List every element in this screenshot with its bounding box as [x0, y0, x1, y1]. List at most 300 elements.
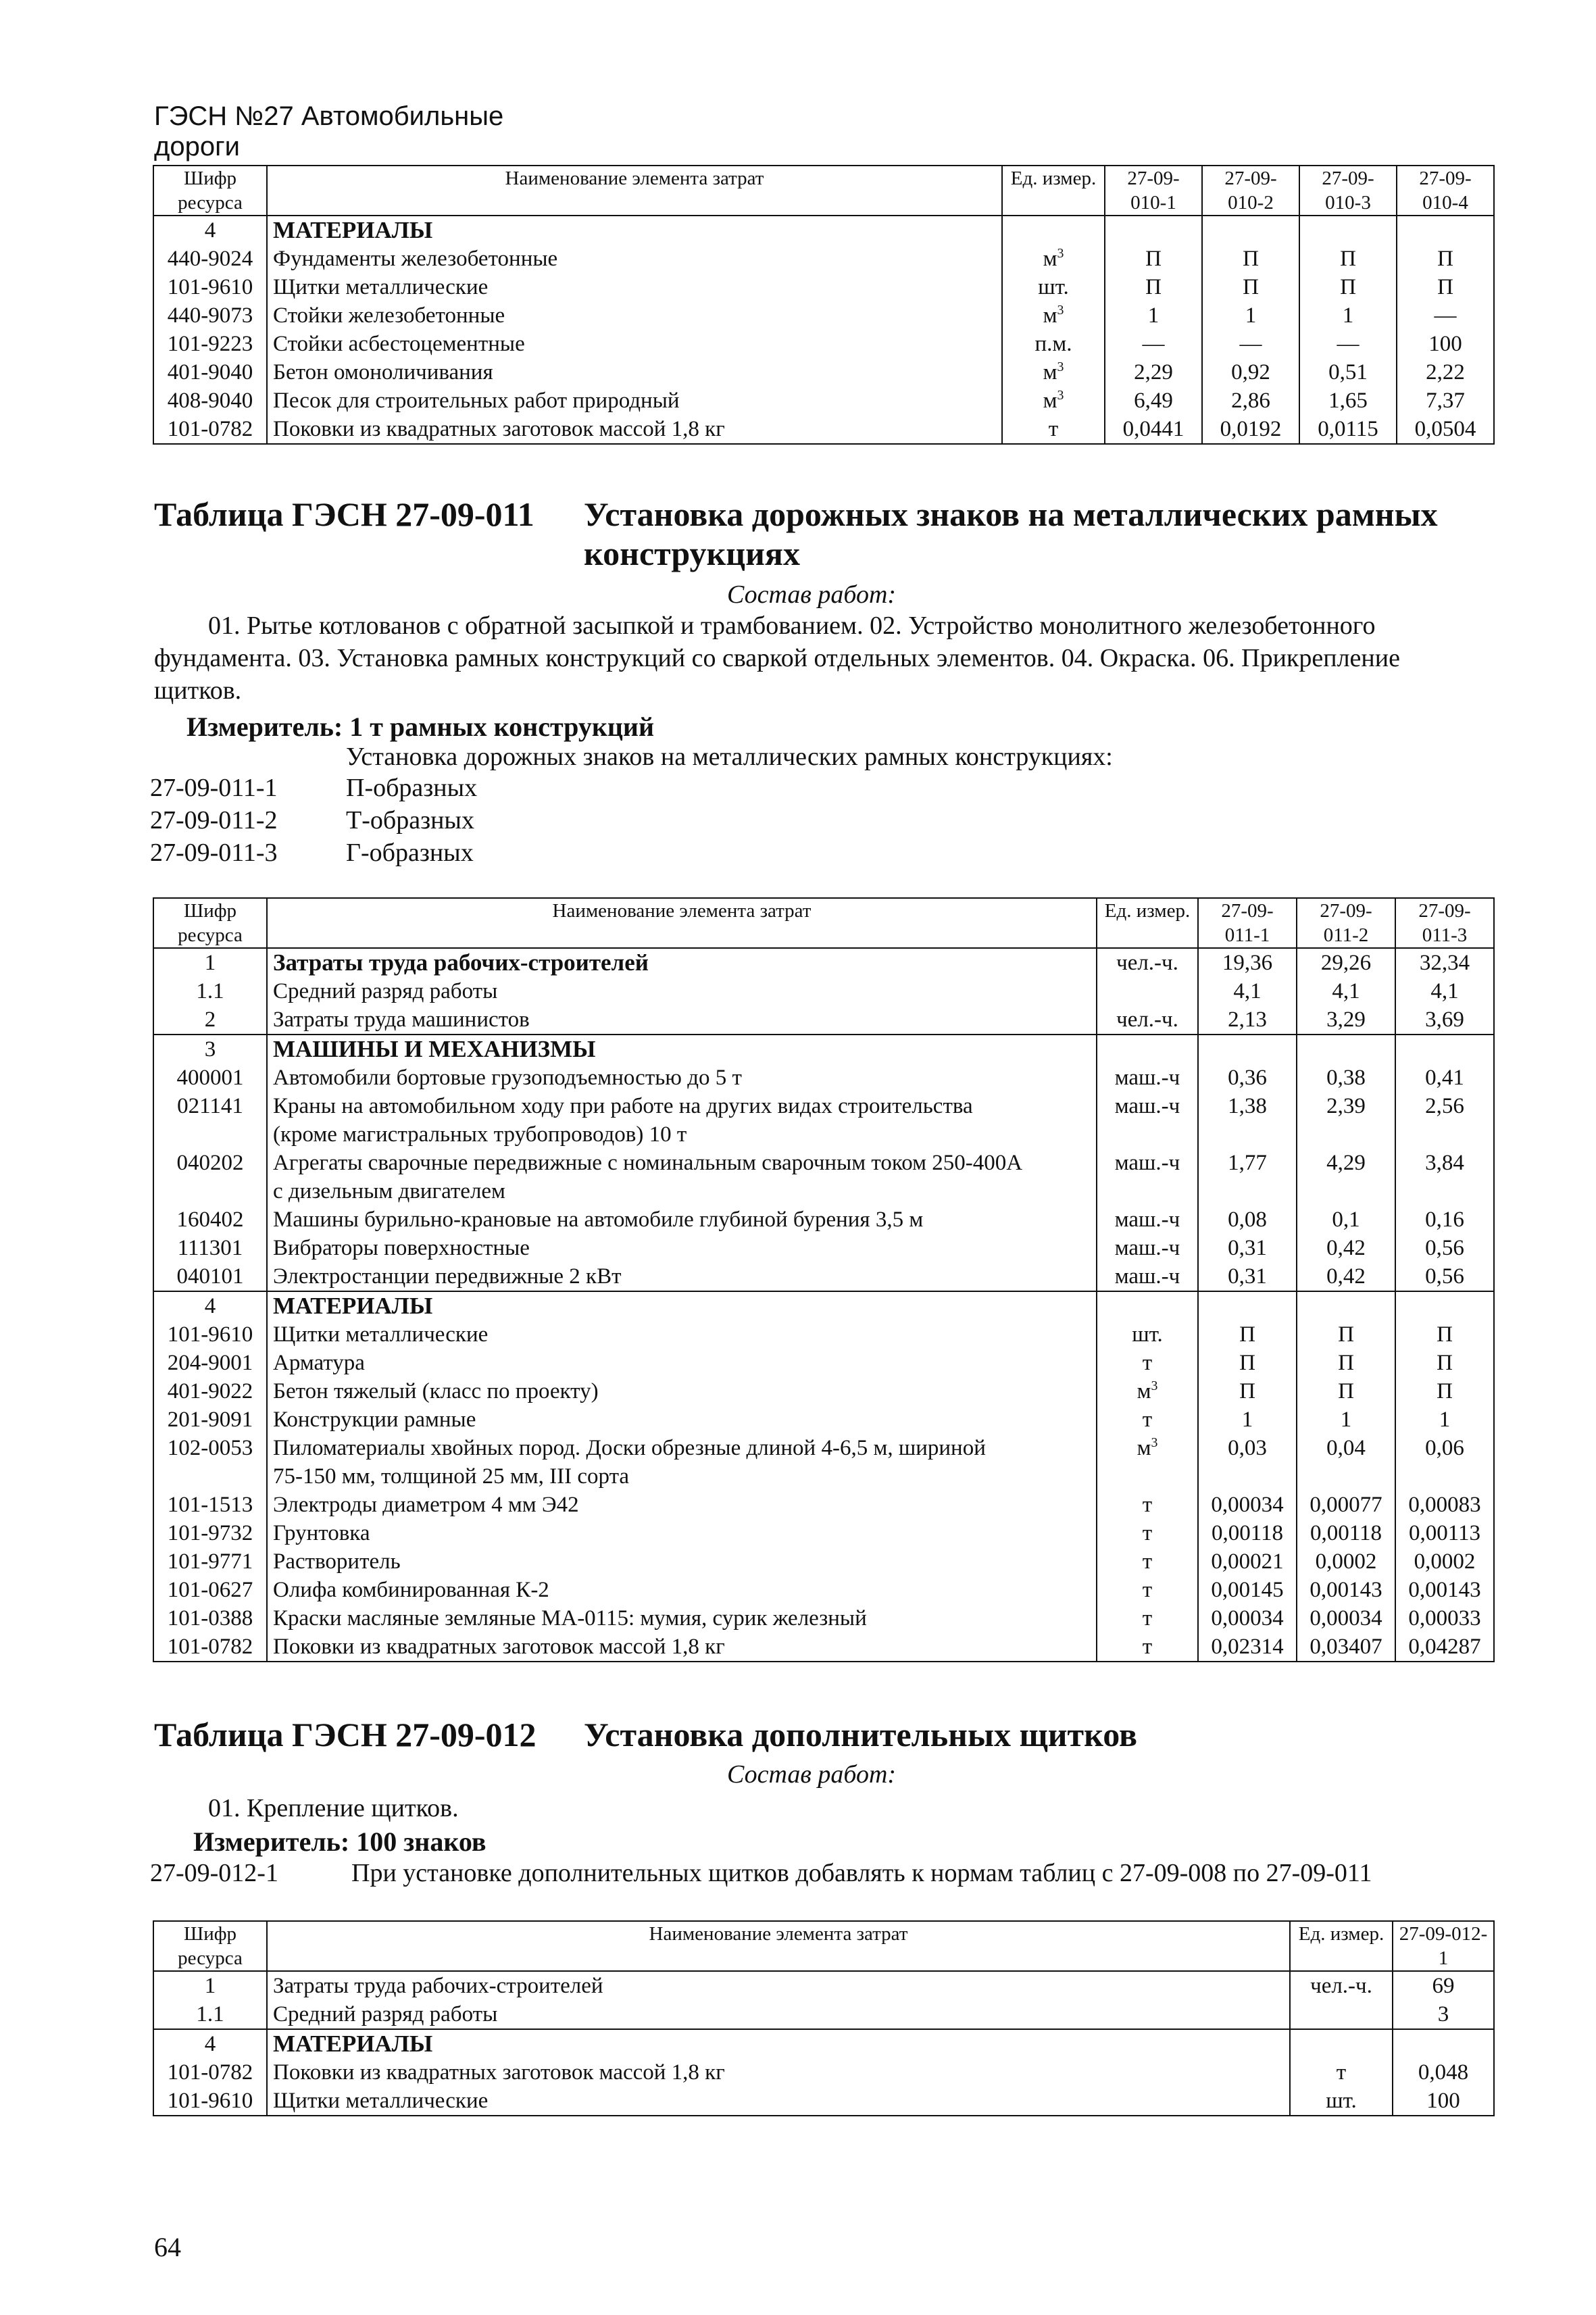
- norm-value: 29,26: [1297, 948, 1395, 977]
- resource-name: [267, 415, 1002, 444]
- unit-of-measure: [1097, 1234, 1198, 1262]
- norm-value: 0,04: [1297, 1434, 1395, 1491]
- table-row: [153, 1519, 1494, 1547]
- norm-value: 0,03407: [1297, 1633, 1395, 1662]
- resource-name: [267, 1035, 1097, 1064]
- resource-name-line: Щитки металлические: [273, 275, 489, 299]
- norm-value: [1393, 2029, 1494, 2058]
- resource-name-line: Стойки асбестоцементные: [273, 332, 525, 356]
- norm-value: 1,65: [1299, 387, 1397, 415]
- header-code: Шифр ресурса: [153, 166, 267, 216]
- norm-value: П: [1397, 245, 1494, 273]
- variant-code: 27-09-011-2: [150, 806, 278, 835]
- table-row: [153, 301, 1494, 330]
- variant-name: П-образных: [346, 774, 478, 802]
- heading-line: Установка дорожных знаков на металлических рамных: [584, 495, 1438, 533]
- resource-name: [267, 245, 1002, 273]
- resource-name-line: Затраты труда рабочих-строителей: [273, 949, 649, 976]
- header-col: 27-09-010-1: [1105, 166, 1202, 216]
- resource-name: [267, 1064, 1097, 1092]
- meter-label: Измеритель: 1 т рамных конструкций: [186, 712, 655, 742]
- norm-value: 0,00021: [1198, 1547, 1297, 1576]
- norm-value: П: [1395, 1377, 1494, 1405]
- table-row: [153, 1092, 1494, 1149]
- unit-text: чел.-ч.: [1116, 1007, 1178, 1032]
- resource-code: 101-9223: [153, 330, 267, 358]
- norm-value: —: [1299, 330, 1397, 358]
- unit-text: м: [1137, 1379, 1151, 1403]
- norm-value: 3,69: [1395, 1005, 1494, 1035]
- unit-text: т: [1336, 2060, 1347, 2085]
- norm-value: 0,31: [1198, 1262, 1297, 1291]
- unit-of-measure: [1097, 1349, 1198, 1377]
- resource-code: 2: [153, 1005, 267, 1035]
- norm-value: [1198, 1291, 1297, 1320]
- unit-of-measure: [1002, 358, 1105, 387]
- norm-value: 0,00118: [1297, 1519, 1395, 1547]
- resource-code: 040202: [153, 1149, 267, 1205]
- norm-value: 3: [1393, 2000, 1494, 2029]
- norm-value: 1: [1198, 1405, 1297, 1434]
- resource-name-line: Затраты труда рабочих-строителей: [273, 1974, 603, 1998]
- variant-code: 27-09-011-3: [150, 839, 278, 867]
- unit-text: т: [1048, 417, 1059, 441]
- unit-of-measure: [1097, 1092, 1198, 1149]
- resource-name: [267, 2000, 1290, 2029]
- resource-name-line: Грунтовка: [273, 1521, 370, 1545]
- resource-name: [267, 2058, 1290, 2087]
- resource-name-line: Поковки из квадратных заготовок массой 1,8 кг: [273, 417, 725, 441]
- norm-value: 0,0115: [1299, 415, 1397, 444]
- composition-label: Состав работ:: [727, 580, 897, 609]
- section-row: [153, 948, 1494, 977]
- norm-value: П: [1105, 273, 1202, 301]
- resource-name-line: Пиломатериалы хвойных пород. Доски обрезные длиной 4-6,5 м, шириной: [273, 1436, 986, 1460]
- resource-code: 160402: [153, 1205, 267, 1234]
- unit-text: м: [1043, 247, 1057, 271]
- resource-table-27-09-012: [153, 1920, 1495, 2116]
- resource-name: [267, 301, 1002, 330]
- header-col: 27-09-010-3: [1299, 166, 1397, 216]
- section-row: [153, 1035, 1494, 1064]
- resource-code: 201-9091: [153, 1405, 267, 1434]
- meter-label: Измеритель: 100 знаков: [193, 1826, 487, 1857]
- resource-name-line: Арматура: [273, 1351, 365, 1375]
- unit-of-measure: [1097, 1005, 1198, 1035]
- norm-value: П: [1202, 245, 1299, 273]
- table-row: [153, 1576, 1494, 1604]
- header-col: 27-09-011-2: [1297, 898, 1395, 948]
- resource-name: [267, 1205, 1097, 1234]
- composition-line: 01. Рытье котлованов с обратной засыпкой и трамбованием. 02. Устройство монолитного железобетонного: [208, 612, 1376, 640]
- resource-code: 3: [153, 1035, 267, 1064]
- resource-code: 101-9610: [153, 1320, 267, 1349]
- unit-of-measure: [1097, 1491, 1198, 1519]
- norm-value: 4,1: [1297, 977, 1395, 1005]
- variants-intro: Установка дорожных знаков на металлических рамных конструкциях:: [346, 743, 1113, 771]
- header-unit: Ед. измер.: [1290, 1921, 1393, 1971]
- resource-name-line: Краски масляные земляные МА-0115: мумия, сурик железный: [273, 1606, 867, 1631]
- running-head: ГЭСН №27 Автомобильные дороги: [154, 101, 559, 166]
- unit-text: шт.: [1038, 275, 1069, 299]
- table-row: [153, 1064, 1494, 1092]
- norm-value: 0,06: [1395, 1434, 1494, 1491]
- norm-value: 69: [1393, 1971, 1494, 2000]
- table-row: [153, 1971, 1494, 2000]
- variant-text: При установке дополнительных щитков добавлять к нормам таблиц с 27-09-008 по 27-09-011: [351, 1859, 1372, 1887]
- norm-value: 0,02314: [1198, 1633, 1297, 1662]
- unit-of-measure: [1097, 977, 1198, 1005]
- table-row: [153, 245, 1494, 273]
- table-row: [153, 1005, 1494, 1035]
- unit-of-measure: [1290, 2058, 1393, 2087]
- unit-exponent: 3: [1057, 246, 1064, 261]
- resource-name-line: Стойки железобетонные: [273, 303, 505, 328]
- resource-name-line: МАТЕРИАЛЫ: [273, 1293, 433, 1319]
- table-row: [153, 358, 1494, 387]
- norm-value: П: [1397, 273, 1494, 301]
- resource-name-line: Песок для строительных работ природный: [273, 389, 680, 413]
- resource-name: [267, 1005, 1097, 1035]
- composition-label: Состав работ:: [727, 1760, 897, 1789]
- norm-value: 0,08: [1198, 1205, 1297, 1234]
- norm-value: 100: [1393, 2087, 1494, 2116]
- norm-value: 0,00034: [1198, 1604, 1297, 1633]
- unit-text: маш.-ч: [1114, 1151, 1180, 1175]
- table-row: [153, 1234, 1494, 1262]
- resource-name-line: Бетон омоноличивания: [273, 360, 493, 384]
- resource-name: [267, 1971, 1290, 2000]
- variant-code: 27-09-012-1: [150, 1859, 278, 1887]
- resource-name: [267, 1320, 1097, 1349]
- resource-name-line: (кроме магистральных трубопроводов) 10 т: [273, 1122, 687, 1147]
- resource-name: [267, 1291, 1097, 1320]
- table-row: [153, 1405, 1494, 1434]
- table-row: [153, 1633, 1494, 1662]
- resource-name: [267, 2087, 1290, 2116]
- resource-code: 111301: [153, 1234, 267, 1262]
- unit-of-measure: [1290, 2000, 1393, 2029]
- norm-value: П: [1299, 273, 1397, 301]
- resource-name: [267, 1576, 1097, 1604]
- unit-of-measure: [1097, 1633, 1198, 1662]
- unit-text: маш.-ч: [1114, 1236, 1180, 1260]
- norm-value: 0,048: [1393, 2058, 1494, 2087]
- resource-name: [267, 387, 1002, 415]
- resource-name-line: Бетон тяжелый (класс по проекту): [273, 1379, 599, 1403]
- table-row: [153, 1377, 1494, 1405]
- norm-value: 1: [1299, 301, 1397, 330]
- resource-code: 101-9610: [153, 273, 267, 301]
- header-name: Наименование элемента затрат: [267, 898, 1097, 948]
- norm-value: 19,36: [1198, 948, 1297, 977]
- section-name: МАТЕРИАЛЫ: [267, 216, 1002, 245]
- norm-value: П: [1202, 273, 1299, 301]
- norm-value: 0,00034: [1198, 1491, 1297, 1519]
- variant-code: 27-09-011-1: [150, 774, 278, 802]
- unit-exponent: 3: [1057, 303, 1064, 318]
- resource-table-27-09-010: [153, 165, 1495, 445]
- resource-name-line: Агрегаты сварочные передвижные с номинальным сварочным током 250-400А: [273, 1151, 1023, 1175]
- norm-value: П: [1297, 1349, 1395, 1377]
- composition-line: щитков.: [154, 676, 242, 705]
- unit-exponent: 3: [1151, 1435, 1158, 1450]
- table-row: [153, 2058, 1494, 2087]
- unit-of-measure: [1002, 273, 1105, 301]
- resource-name: [267, 1405, 1097, 1434]
- norm-value: 2,56: [1395, 1092, 1494, 1149]
- header-col: 27-09-010-2: [1202, 166, 1299, 216]
- table-label-012: Таблица ГЭСН 27-09-012: [154, 1716, 537, 1753]
- unit-of-measure: [1097, 1064, 1198, 1092]
- norm-value: 0,00083: [1395, 1491, 1494, 1519]
- norm-value: П: [1198, 1320, 1297, 1349]
- norm-value: 0,00034: [1297, 1604, 1395, 1633]
- resource-code: 040101: [153, 1262, 267, 1291]
- norm-value: 2,86: [1202, 387, 1299, 415]
- unit-text: м: [1043, 303, 1057, 328]
- resource-code: 400001: [153, 1064, 267, 1092]
- unit-of-measure: [1002, 245, 1105, 273]
- resource-code: 1.1: [153, 2000, 267, 2029]
- resource-code: 101-0782: [153, 1633, 267, 1662]
- resource-name: [267, 2029, 1290, 2058]
- norm-value: П: [1105, 245, 1202, 273]
- norm-value: 0,56: [1395, 1262, 1494, 1291]
- resource-code: 4: [153, 2029, 267, 2058]
- resource-name: [267, 1633, 1097, 1662]
- header-unit: Ед. измер.: [1002, 166, 1105, 216]
- resource-name-line: Краны на автомобильном ходу при работе на других видах строительства: [273, 1094, 973, 1118]
- table-row: [153, 2087, 1494, 2116]
- table-header-row: [153, 166, 1494, 216]
- norm-value: [1297, 1291, 1395, 1320]
- table-row: [153, 1491, 1494, 1519]
- unit-text: м: [1137, 1436, 1151, 1460]
- norm-value: 2,22: [1397, 358, 1494, 387]
- norm-value: [1395, 1035, 1494, 1064]
- norm-value: 0,16: [1395, 1205, 1494, 1234]
- resource-name-line: Растворитель: [273, 1549, 401, 1574]
- unit-text: м: [1043, 360, 1057, 384]
- norm-value: 0,00077: [1297, 1491, 1395, 1519]
- unit-of-measure: [1002, 330, 1105, 358]
- resource-name-line: Вибраторы поверхностные: [273, 1236, 530, 1260]
- unit-text: т: [1142, 1493, 1153, 1517]
- resource-name-line: Фундаменты железобетонные: [273, 247, 558, 271]
- resource-code: 101-1513: [153, 1491, 267, 1519]
- norm-value: П: [1395, 1320, 1494, 1349]
- norm-value: 0,00118: [1198, 1519, 1297, 1547]
- norm-value: 3,29: [1297, 1005, 1395, 1035]
- norm-value: П: [1297, 1320, 1395, 1349]
- unit-of-measure: [1002, 301, 1105, 330]
- norm-value: 7,37: [1397, 387, 1494, 415]
- resource-name-line: 75-150 мм, толщиной 25 мм, III сорта: [273, 1464, 630, 1489]
- norm-value: 1,38: [1198, 1092, 1297, 1149]
- resource-code: 101-9771: [153, 1547, 267, 1576]
- resource-name: [267, 1234, 1097, 1262]
- norm-value: П: [1299, 245, 1397, 273]
- section-row: [153, 2029, 1494, 2058]
- norm-value: 2,13: [1198, 1005, 1297, 1035]
- header-name: Наименование элемента затрат: [267, 166, 1002, 216]
- resource-name-line: Средний разряд работы: [273, 2002, 498, 2026]
- table-row: [153, 1262, 1494, 1291]
- table-row: [153, 1604, 1494, 1633]
- header-col: 27-09-010-4: [1397, 166, 1494, 216]
- table-row: [153, 1547, 1494, 1576]
- unit-of-measure: [1290, 2087, 1393, 2116]
- norm-value: 0,0192: [1202, 415, 1299, 444]
- table-row: [153, 415, 1494, 444]
- norm-value: 0,0002: [1395, 1547, 1494, 1576]
- page-number: 64: [154, 2232, 181, 2262]
- unit-text: т: [1142, 1578, 1153, 1602]
- table-row: [153, 273, 1494, 301]
- norm-value: 1: [1105, 301, 1202, 330]
- table-row: [153, 1434, 1494, 1491]
- resource-name-line: Электроды диаметром 4 мм Э42: [273, 1493, 579, 1517]
- table-heading-012: Установка дополнительных щитков: [584, 1716, 1137, 1753]
- resource-code: 440-9024: [153, 245, 267, 273]
- norm-value: 0,92: [1202, 358, 1299, 387]
- norm-value: [1198, 1035, 1297, 1064]
- unit-text: маш.-ч: [1114, 1094, 1180, 1118]
- norm-value: 0,42: [1297, 1234, 1395, 1262]
- resource-name: [267, 1491, 1097, 1519]
- unit-text: чел.-ч.: [1310, 1974, 1372, 1998]
- norm-value: 1: [1297, 1405, 1395, 1434]
- unit-text: маш.-ч: [1114, 1264, 1180, 1289]
- unit-of-measure: [1002, 415, 1105, 444]
- resource-name-line: Электростанции передвижные 2 кВт: [273, 1264, 622, 1289]
- unit-text: м: [1043, 389, 1057, 413]
- resource-code: 102-0053: [153, 1434, 267, 1491]
- unit-of-measure: [1097, 1576, 1198, 1604]
- header-code: Шифр ресурса: [153, 898, 267, 948]
- resource-code: 4: [153, 1291, 267, 1320]
- resource-code: 101-9610: [153, 2087, 267, 2116]
- norm-value: 4,29: [1297, 1149, 1395, 1205]
- norm-value: 2,29: [1105, 358, 1202, 387]
- resource-code: 401-9040: [153, 358, 267, 387]
- table-row: [153, 977, 1494, 1005]
- norm-value: П: [1297, 1377, 1395, 1405]
- norm-value: 0,1: [1297, 1205, 1395, 1234]
- table-row: [153, 1205, 1494, 1234]
- unit-of-measure: [1002, 387, 1105, 415]
- resource-name: [267, 358, 1002, 387]
- section-code: 4: [153, 216, 267, 245]
- resource-name: [267, 1604, 1097, 1633]
- resource-table-27-09-011: [153, 897, 1495, 1662]
- resource-name-line: Щитки металлические: [273, 2089, 489, 2113]
- norm-value: 1,77: [1198, 1149, 1297, 1205]
- norm-value: 0,0504: [1397, 415, 1494, 444]
- resource-name: [267, 1547, 1097, 1576]
- unit-text: маш.-ч: [1114, 1208, 1180, 1232]
- resource-code: 101-9732: [153, 1519, 267, 1547]
- resource-name-line: Конструкции рамные: [273, 1408, 476, 1432]
- heading-line: конструкциях: [584, 534, 800, 572]
- resource-name-line: с дизельным двигателем: [273, 1179, 505, 1203]
- table-heading-011: [584, 495, 1476, 573]
- resource-name-line: Щитки металлические: [273, 1322, 489, 1347]
- resource-name: [267, 1519, 1097, 1547]
- resource-code: 1.1: [153, 977, 267, 1005]
- norm-value: 100: [1397, 330, 1494, 358]
- norm-value: 0,0002: [1297, 1547, 1395, 1576]
- unit-of-measure: [1097, 1291, 1198, 1320]
- norm-value: 0,04287: [1395, 1633, 1494, 1662]
- resource-code: 101-0388: [153, 1604, 267, 1633]
- unit-text: п.м.: [1034, 332, 1072, 356]
- resource-code: 408-9040: [153, 387, 267, 415]
- unit-of-measure: [1097, 1149, 1198, 1205]
- resource-name: [267, 977, 1097, 1005]
- unit-text: чел.-ч.: [1116, 951, 1178, 975]
- header-col: 27-09-011-3: [1395, 898, 1494, 948]
- header-col: 27-09-011-1: [1198, 898, 1297, 948]
- unit-text: маш.-ч: [1114, 1066, 1180, 1090]
- unit-of-measure: [1097, 1519, 1198, 1547]
- header-col: 27-09-012-1: [1393, 1921, 1494, 1971]
- resource-name: [267, 1377, 1097, 1405]
- table-row: [153, 1320, 1494, 1349]
- resource-code: 101-0782: [153, 415, 267, 444]
- resource-code: 101-0782: [153, 2058, 267, 2087]
- unit-of-measure: [1097, 1035, 1198, 1064]
- norm-value: 1: [1202, 301, 1299, 330]
- norm-value: 0,00113: [1395, 1519, 1494, 1547]
- unit-of-measure: [1290, 2029, 1393, 2058]
- resource-name: [267, 1092, 1097, 1149]
- resource-code: 440-9073: [153, 301, 267, 330]
- unit-of-measure: [1097, 1405, 1198, 1434]
- unit-text: т: [1142, 1635, 1153, 1659]
- resource-name-line: Автомобили бортовые грузоподъемностью до 5 т: [273, 1066, 742, 1090]
- norm-value: 0,38: [1297, 1064, 1395, 1092]
- norm-value: П: [1198, 1349, 1297, 1377]
- unit-text: т: [1142, 1606, 1153, 1631]
- table-header-row: [153, 1921, 1494, 1971]
- norm-value: —: [1202, 330, 1299, 358]
- norm-value: 4,1: [1198, 977, 1297, 1005]
- norm-value: 0,00143: [1297, 1576, 1395, 1604]
- resource-name: [267, 1434, 1097, 1491]
- resource-name-line: Поковки из квадратных заготовок массой 1,8 кг: [273, 2060, 725, 2085]
- table-row: [153, 1349, 1494, 1377]
- norm-value: 0,00145: [1198, 1576, 1297, 1604]
- section-row: [153, 216, 1494, 245]
- norm-value: 0,03: [1198, 1434, 1297, 1491]
- resource-name-line: Поковки из квадратных заготовок массой 1,8 кг: [273, 1635, 725, 1659]
- unit-of-measure: [1097, 1547, 1198, 1576]
- resource-name: [267, 330, 1002, 358]
- resource-name: [267, 948, 1097, 977]
- unit-text: шт.: [1132, 1322, 1163, 1347]
- resource-name-line: Затраты труда машинистов: [273, 1007, 530, 1032]
- resource-code: 204-9001: [153, 1349, 267, 1377]
- resource-name-line: МАШИНЫ И МЕХАНИЗМЫ: [273, 1036, 596, 1062]
- header-name: Наименование элемента затрат: [267, 1921, 1290, 1971]
- norm-value: 0,31: [1198, 1234, 1297, 1262]
- norm-value: 0,41: [1395, 1064, 1494, 1092]
- table-row: [153, 1149, 1494, 1205]
- table-header-row: [153, 898, 1494, 948]
- norm-value: 4,1: [1395, 977, 1494, 1005]
